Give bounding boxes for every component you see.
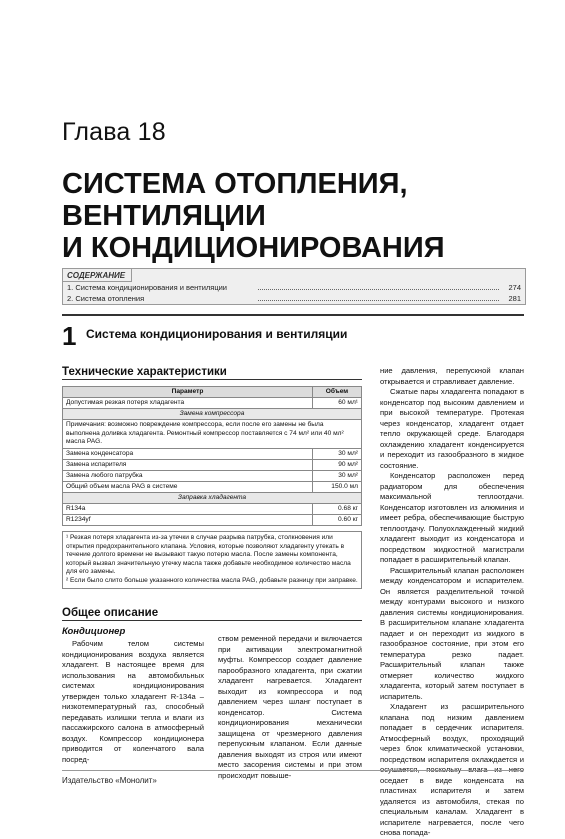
title-line: И КОНДИЦИОНИРОВАНИЯ (62, 232, 445, 264)
footer-rule (62, 770, 524, 771)
footnote: ² Если было слито больше указанного количества масла PAG, добавьте разницу при заправке. (66, 576, 358, 584)
paragraph: Расширительный клапан расположен между конденсатором и испарителем. Он является разделительной точкой между контурами высокого и низкого давления системы кондиционирования. В расширительном клапане хладагента падает и он переходит из жидкого в газообразное состояние, при этом его температура резко падает. Расширительный клапан также отмеряет количество жидкого хладагента, который затем поступает в испаритель. (380, 565, 524, 701)
toc-item-number: 2. (67, 294, 74, 303)
table-row (63, 514, 362, 525)
param-cell: Общий объем масла PAG в системе (63, 481, 313, 492)
footnote: ¹ Резкая потеря хладагента из-за утечки в случае разрыва патрубка, столкновения или открытия предохранительного клапана. Условия, которые позволяют хладагенту утекать в течение долгого времени не вызывают такую потерю масла. После замены компонента, который вызвал значительную утечку масла также добавьте необходимое количество масла для его замены. (66, 534, 351, 576)
table-row (63, 459, 362, 470)
table-header-row (63, 387, 362, 398)
param-cell: Допустимая резкая потеря хладагента (63, 398, 313, 409)
param-cell: Замена конденсатора (63, 448, 313, 459)
publisher-footer: Издательство «Монолит» (62, 776, 157, 785)
section-divider (62, 314, 524, 316)
toc-leader (258, 289, 499, 290)
param-cell: Замена любого патрубка (63, 470, 313, 481)
column-header: Объем (313, 387, 362, 398)
page-title (62, 168, 552, 264)
param-cell: R134a (63, 503, 313, 514)
section-number: 1 (62, 321, 77, 351)
table-row (63, 481, 362, 492)
table-row (63, 448, 362, 459)
param-cell: R1234yf (63, 514, 313, 525)
column-header: Параметр (63, 387, 313, 398)
heading-rule (62, 620, 362, 621)
table-row (63, 470, 362, 481)
param-cell: Замена испарителя (63, 459, 313, 470)
subheader-cell: Замена компрессора (63, 409, 362, 420)
table-subheader-row (63, 409, 362, 420)
paragraph: Конденсатор расположен перед радиатором для обеспечения максимальной теплоотдачи. Конденсатор изготовлен из алюминия и имеет ребра, обеспечивающие быструю теплоотдачу. Полуохлажденный жидкий хладагент выходит из конденсатора и посредством жидкостной магистрали попадает в расширительный клапан. (380, 471, 524, 564)
value-cell: 60 мл¹ (313, 398, 362, 409)
table-row (63, 503, 362, 514)
toc-item-text: Система отопления (75, 294, 145, 303)
table-note-row (63, 420, 362, 449)
value-cell: 30 мл² (313, 470, 362, 481)
value-cell: 90 мл² (313, 459, 362, 470)
tech-specs-heading: Технические характеристики (62, 366, 227, 378)
title-line: СИСТЕМА ОТОПЛЕНИЯ, (62, 168, 408, 200)
paragraph: ством ременной передачи и включается при активации электромагнитной муфты. Компрессор создает давление парообразного хладагента, при сжатии хладагент нагревается. Хладагент выходит из компрессора и под давлением через шланг поступает в конденсатор. Система кондиционирования механически защищена от чрезмерного давления перепускным клапаном. Если данные давления выходят из строя или имеют место засорения системы и при этом происходит повыше- (218, 634, 362, 780)
paragraph: ние давления, перепускной клапан открывается и стравливает давление. (380, 366, 524, 386)
heading-rule (62, 379, 362, 380)
value-cell: 0.68 кг (313, 503, 362, 514)
title-line: ВЕНТИЛЯЦИИ (62, 200, 266, 232)
table-footnotes (62, 531, 362, 589)
table-subheader-row (63, 492, 362, 503)
text-column-3 (380, 366, 524, 839)
value-cell: 30 мл² (313, 448, 362, 459)
text-column-2 (218, 634, 362, 781)
value-cell: 150.0 мл (313, 481, 362, 492)
subheader-cell: Заправка хладагента (63, 492, 362, 503)
paragraph: Рабочим телом системы кондиционирования воздуха является хладагент. В настоящее время для использования на автомобильных системах кондиционирования утвержден только хладагент R-134a – низкотемпературный газ, способный передавать излишки тепла и влаги из пассажирского салона в атмосферный воздух. Компрессор кондиционера приводится от коленчатого вала посред- (62, 639, 204, 764)
text-column-1 (62, 639, 204, 765)
value-cell: 0.60 кг (313, 514, 362, 525)
general-description-heading: Общее описание (62, 607, 159, 619)
chapter-label: Глава 18 (62, 118, 166, 146)
toc-item[interactable] (63, 293, 525, 304)
table-row (63, 398, 362, 409)
toc-item-number: 1. (67, 283, 74, 292)
paragraph: Сжатые пары хладагента попадают в конденсатор под высоким давлением и при высокой температуре. Протекая через конденсатор, хладагент отдает тепло окружающей среде. Благодаря охлаждению хладагент конденсируется и переходит из газообразного в жидкое состояние. (380, 387, 524, 470)
toc-heading: СОДЕРЖАНИЕ (63, 269, 132, 282)
spec-table (62, 386, 362, 526)
table-of-contents (62, 268, 526, 305)
paragraph: Хладагент из расширительного клапана под низким давлением попадает в сердечник испарителя. Атмосферный воздух, проходящий через блок климатической установки, посредством испарителя охлаждается и осушается, поскольку влага из него оседает в виде конденсата на пластинах испарителя и затем удаляется из автомобиля, стекая по специальным каналам. Хладагент в испарителе нагревается, после чего снова попада- (380, 702, 524, 837)
toc-item-page: 281 (508, 294, 521, 303)
toc-item-text: Система кондиционирования и вентиляции (75, 283, 227, 292)
subsection-heading: Кондиционер (62, 626, 126, 637)
toc-item-page: 274 (508, 283, 521, 292)
toc-leader (258, 300, 499, 301)
toc-item[interactable] (63, 282, 525, 293)
section-title: Система кондиционирования и вентиляции (86, 327, 348, 341)
note-cell: Примечания: возможно повреждение компрессора, если после его замены не была выполнена доливка хладагента. Ремонтный компрессор поставляется с 74 мл² или 40 мл² масла PAG. (63, 420, 362, 449)
